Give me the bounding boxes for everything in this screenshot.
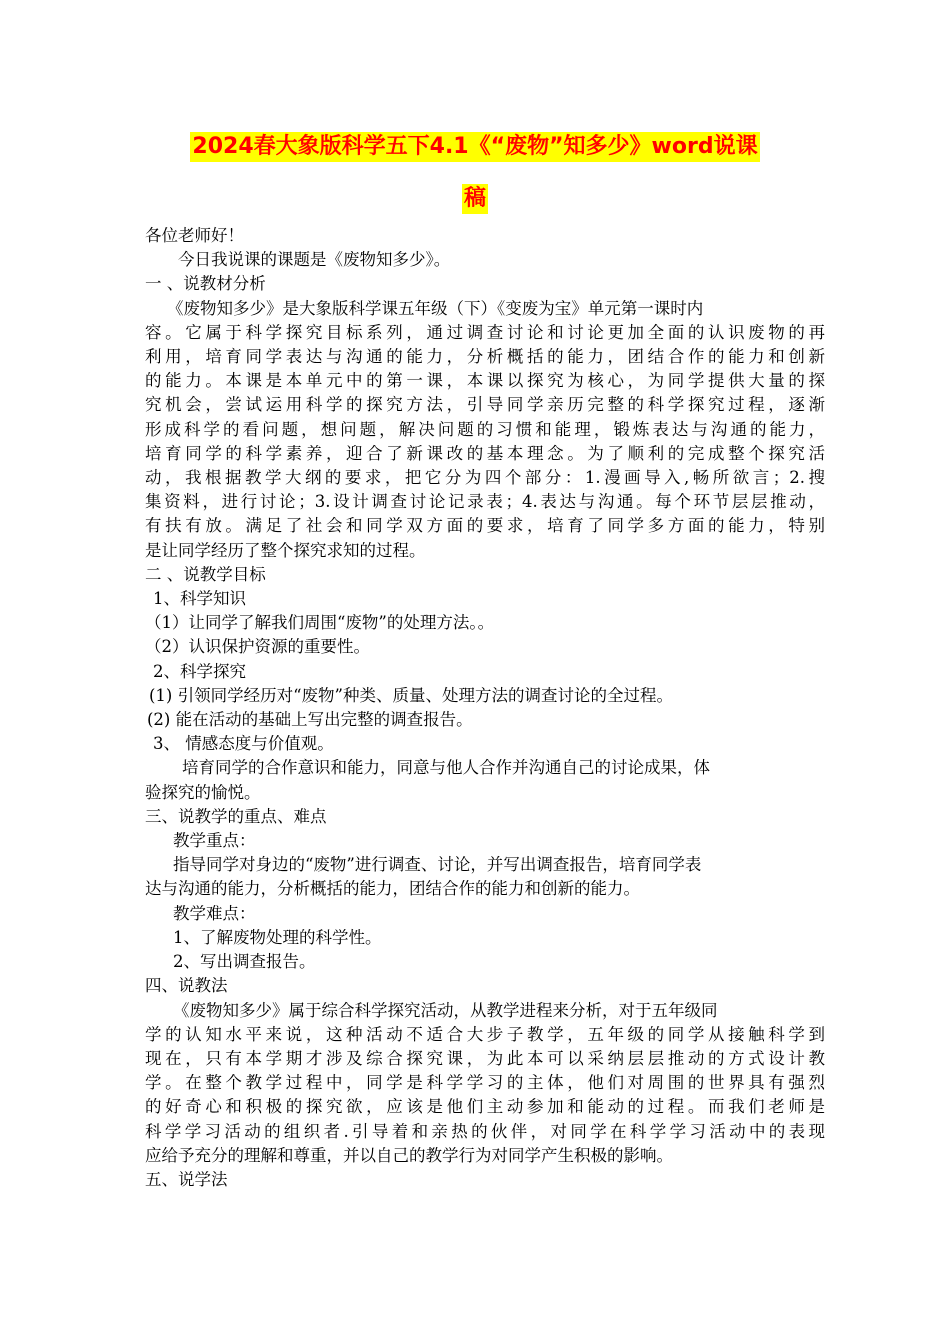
- text-line: 科学学习活动的组织者.引导着和亲热的伙伴，对同学在科学学习活动中的表现: [145, 1121, 825, 1141]
- text-line: 学的认知水平来说，这种活动不适合大步子教学，五年级的同学从接触科学到: [145, 1024, 825, 1044]
- text-line: 形成科学的看问题，想问题，解决问题的习惯和能理，锻炼表达与沟通的能力，: [145, 419, 825, 439]
- text-line: 的好奇心和积极的探究欲，应该是他们主动参加和能动的过程。而我们老师是: [145, 1097, 825, 1117]
- title-line-2: 稿: [462, 184, 488, 214]
- text-line: 2、写出调查报告。: [173, 952, 316, 972]
- text-line: 现在，只有本学期才涉及综合探究课，为此本可以采纳层层推动的方式设计教: [145, 1048, 825, 1068]
- text-line: 培育同学的合作意识和能力，同意与他人合作并沟通自己的讨论成果，体: [182, 758, 710, 778]
- text-line: 集资料，进行讨论；3.设计调查讨论记录表；4.表达与沟通。每个环节层层推动，: [145, 492, 825, 512]
- text-line: 二 、说教学目标: [145, 564, 266, 584]
- text-line: 究机会，尝试运用科学的探究方法，引导同学亲历完整的科学探究过程，逐渐: [145, 395, 825, 415]
- text-line: 《废物知多少》是大象版科学课五年级（下）《变废为宝》单元第一课时内: [167, 298, 704, 318]
- text-line: 四、说教法: [145, 976, 228, 996]
- text-line: 应给予充分的理解和尊重，并以自己的教学行为对同学产生积极的影响。: [145, 1145, 673, 1165]
- text-line: 1、了解废物处理的科学性。: [173, 927, 382, 947]
- text-line: (1) 引领同学经历对“废物”种类、质量、处理方法的调查讨论的全过程。: [149, 685, 673, 705]
- text-line: 容。它属于科学探究目标系列，通过调查讨论和讨论更加全面的认识废物的再: [145, 322, 825, 342]
- text-line: 三、说教学的重点、难点: [145, 806, 327, 826]
- text-line: 指导同学对身边的“废物”进行调查、讨论，并写出调查报告，培育同学表: [173, 855, 702, 875]
- text-line: 学。在整个教学过程中，同学是科学学习的主体，他们对周围的世界具有强烈: [145, 1073, 825, 1093]
- text-line: （2）认识保护资源的重要性。: [145, 637, 370, 657]
- text-line: 是让同学经历了整个探究求知的过程。: [145, 540, 426, 560]
- text-line: 教学难点：: [173, 903, 256, 923]
- text-line: 有扶有放。满足了社会和同学双方面的要求，培育了同学多方面的能力，特别: [145, 516, 825, 536]
- text-line: 3、 情感态度与价值观。: [153, 734, 334, 754]
- text-line: 验探究的愉悦。: [145, 782, 261, 802]
- text-line: 各位老师好！: [145, 226, 244, 245]
- text-line: （1）让同学了解我们周围“废物”的处理方法。。: [145, 613, 495, 633]
- text-line: 一 、说教材分析: [145, 274, 266, 294]
- text-line: 动，我根据教学大纲的要求，把它分为四个部分：1.漫画导入,畅所欲言；2.搜: [145, 468, 825, 488]
- text-line: 《废物知多少》属于综合科学探究活动，从教学进程来分析，对于五年级同: [173, 1000, 718, 1020]
- text-line: 2、科学探究: [153, 661, 246, 681]
- document-body: [145, 224, 825, 1192]
- text-line: 今日我说课的课题是《废物知多少》。: [178, 250, 451, 270]
- text-line: 1、科学知识: [153, 589, 246, 609]
- title-line-1: 2024春大象版科学五下4.1《“废物”知多少》word说课: [190, 132, 759, 162]
- document-title: [0, 132, 950, 214]
- text-line: 达与沟通的能力，分析概括的能力，团结合作的能力和创新的能力。: [145, 879, 640, 899]
- text-line: 教学重点：: [173, 831, 256, 851]
- text-line: 五、说学法: [145, 1169, 228, 1189]
- text-line: 的能力。本课是本单元中的第一课，本课以探究为核心，为同学提供大量的探: [145, 371, 825, 391]
- text-line: 利用，培育同学表达与沟通的能力，分析概括的能力，团结合作的能力和创新: [145, 347, 825, 367]
- text-line: 培育同学的科学素养，迎合了新课改的基本理念。为了顺利的完成整个探究活: [145, 443, 825, 463]
- text-line: (2) 能在活动的基础上写出完整的调查报告。: [147, 710, 473, 730]
